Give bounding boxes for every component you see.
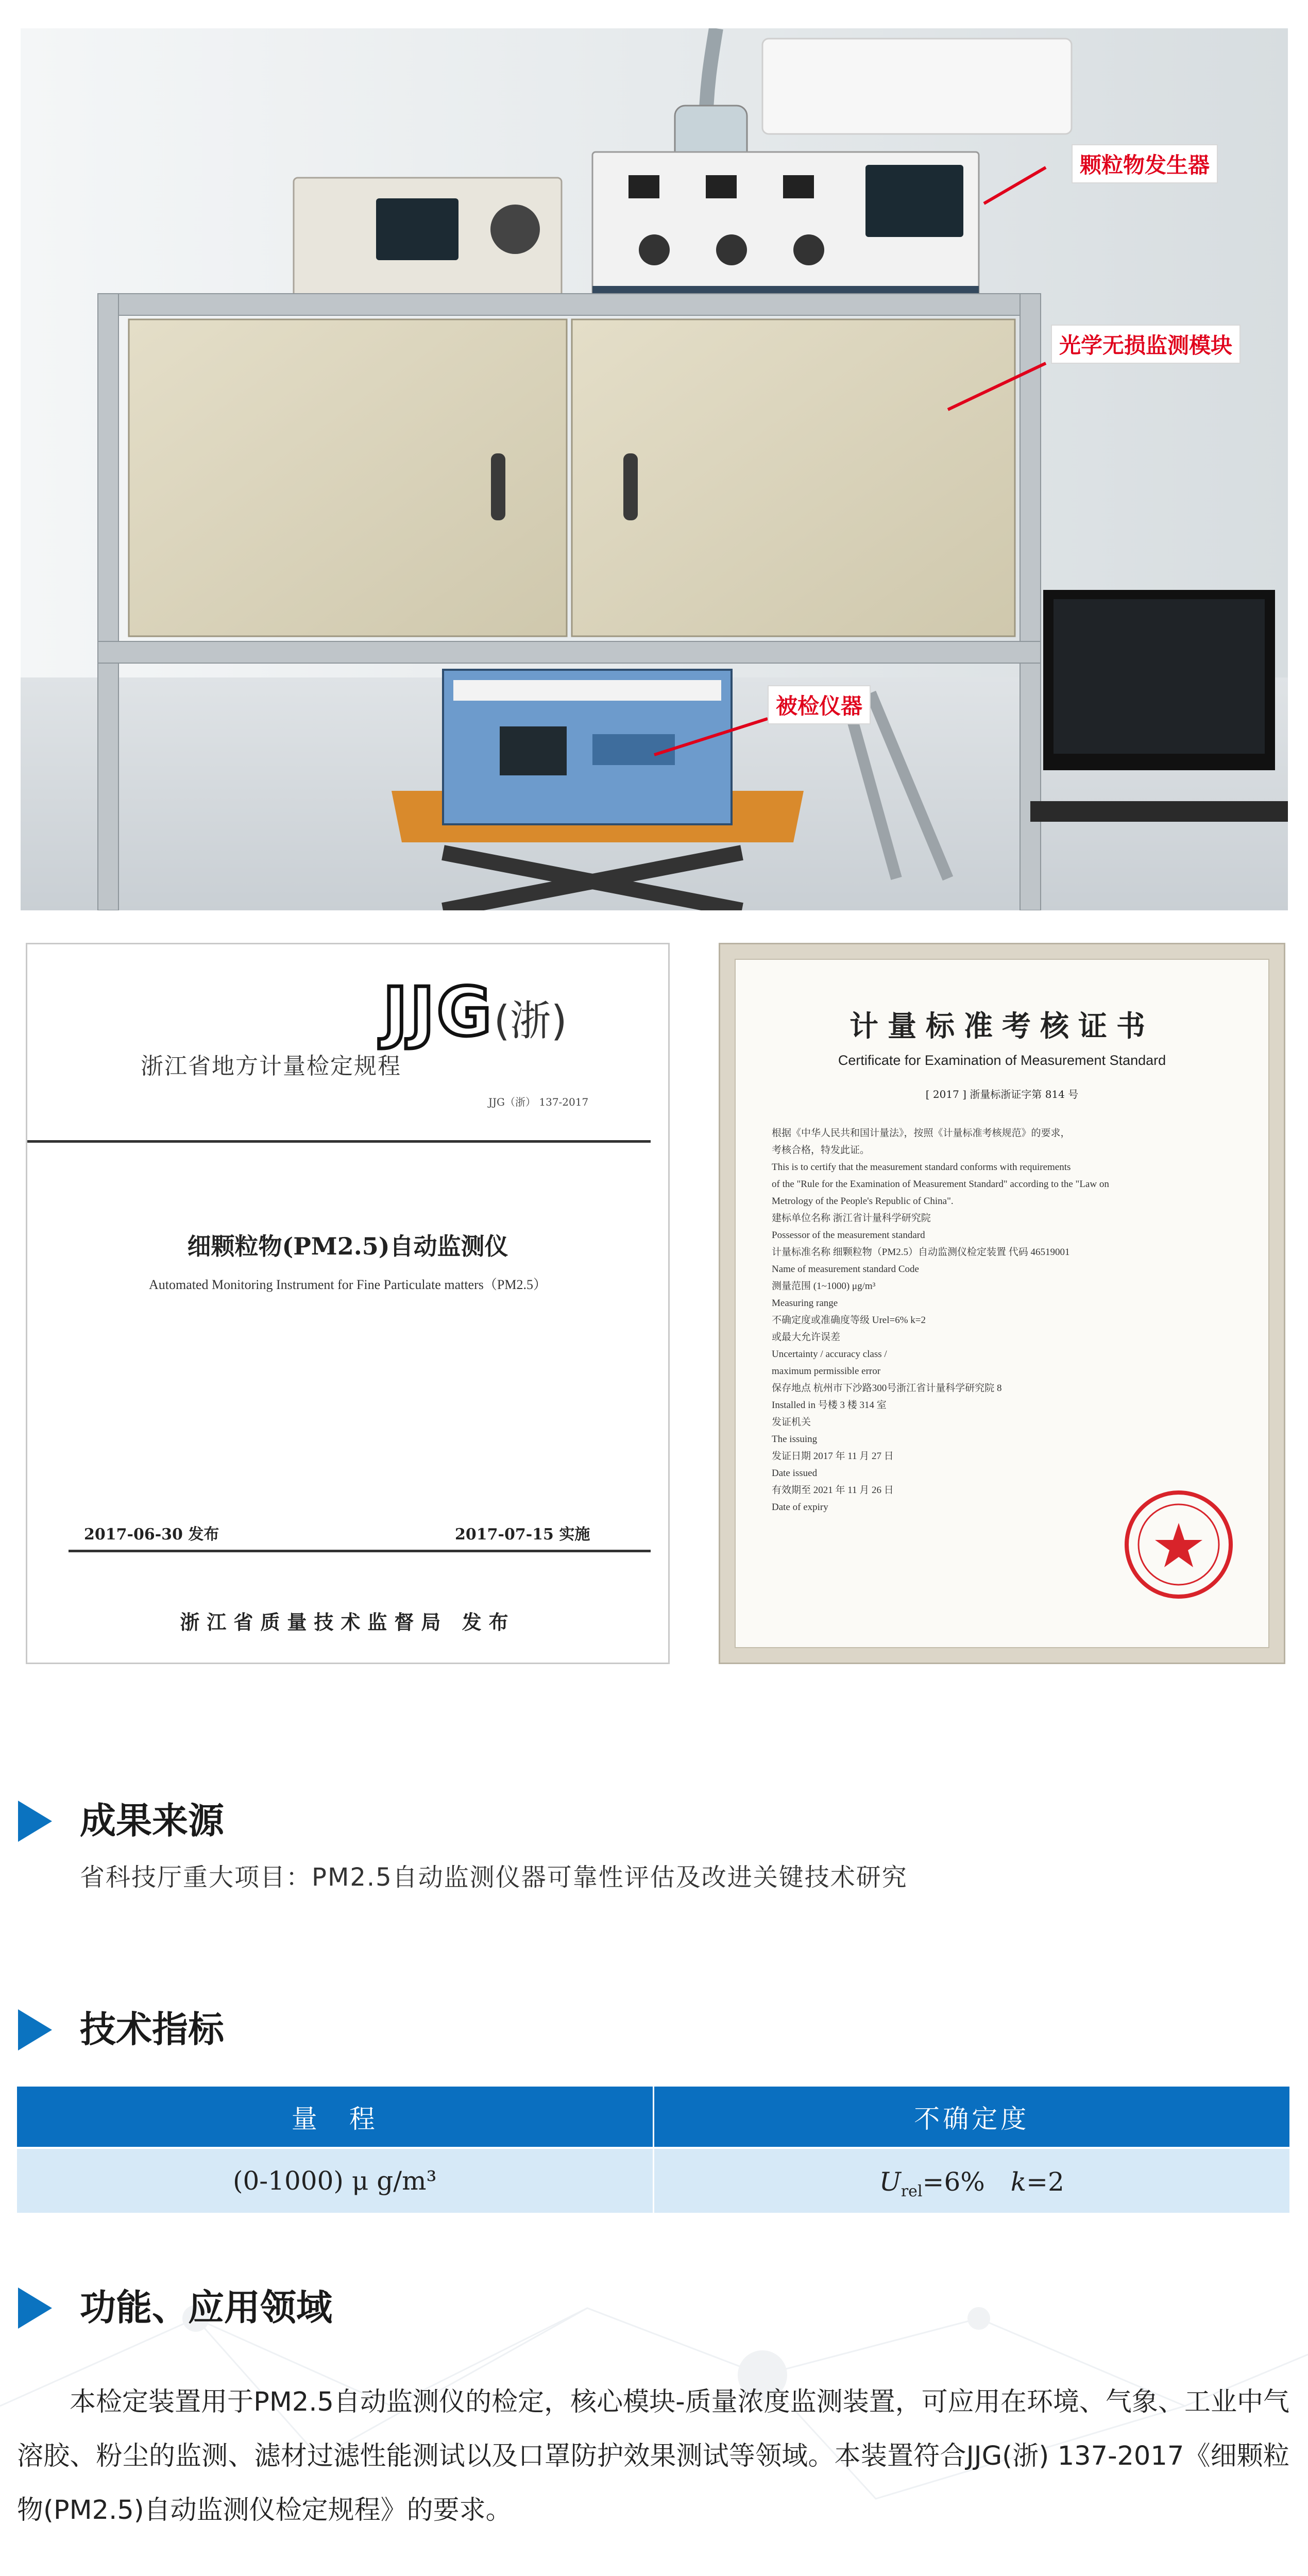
source-text: 省科技厅重大项目：PM2.5自动监测仪器可靠性评估及改进关键技术研究: [80, 1863, 908, 1892]
divider: [69, 1550, 651, 1552]
section-title-source: 成果来源: [80, 1799, 224, 1842]
certificate-line: Measuring range: [772, 1298, 838, 1309]
certificate-line: 建标单位名称 浙江省计量科学研究院: [772, 1213, 931, 1224]
certificate-body: [772, 1125, 1109, 1516]
certificate-paper: [735, 959, 1269, 1648]
certificate-title-en: Certificate for Examination of Measurement Standard: [838, 1053, 1166, 1068]
certificate-line: 有效期至 2021 年 11 月 26 日: [772, 1485, 894, 1496]
divider: [27, 1140, 651, 1143]
certificate-line: maximum permissible error: [772, 1366, 881, 1377]
certificate-line: Possessor of the measurement standard: [772, 1230, 925, 1241]
table-row: [17, 2148, 1289, 2213]
certificate-line: Date issued: [772, 1468, 818, 1479]
jjg-logo: JJG(浙): [383, 973, 567, 1051]
section-title-function: 功能、应用领域: [80, 2286, 332, 2329]
certificate-number: [ 2017 ] 浙量标浙证字第 814 号: [925, 1088, 1079, 1100]
table-header-range: 量 程: [17, 2087, 653, 2148]
range-cell: (0-1000) μ g/m³: [17, 2148, 653, 2213]
certificate-line: Name of measurement standard Code: [772, 1264, 919, 1275]
certificate-line: Uncertainty / accuracy class /: [772, 1349, 887, 1360]
standard-subtitle: 浙江省地方计量检定规程: [141, 1053, 401, 1079]
certificate-line: Metrology of the People's Republic of China".: [772, 1196, 954, 1207]
effective-date: 2017-07-15 实施: [455, 1526, 590, 1544]
certificate-line: Installed in 号楼 3 楼 314 室: [772, 1400, 887, 1411]
label-instrument-under-test: 被检仪器: [768, 685, 871, 724]
certificate-line: 计量标准名称 细颗粒物（PM2.5）自动监测仪检定装置 代码 46519001: [772, 1247, 1070, 1258]
certificate-line: 保存地点 杭州市下沙路300号浙江省计量科学研究院 8: [772, 1383, 1002, 1394]
equipment-photo: [21, 28, 1288, 910]
certificate-line: 或最大允许误差: [772, 1332, 841, 1343]
standard-code: JJG（浙） 137-2017: [488, 1096, 589, 1108]
standard-title: 细颗粒物(PM2.5)自动监测仪: [187, 1232, 508, 1260]
certificate-line: 不确定度或准确度等级 Urel=6% k=2: [772, 1315, 926, 1326]
certificate-line: Date of expiry: [772, 1502, 828, 1513]
red-seal-stamp: [1125, 1490, 1233, 1599]
standard-document: [26, 943, 670, 1664]
certificate-line: This is to certify that the measurement standard conforms with requirements: [772, 1162, 1071, 1173]
certificate-line: 发证机关: [772, 1417, 811, 1428]
label-optical-module: 光学无损监测模块: [1051, 325, 1241, 364]
certificate-line: 根据《中华人民共和国计量法》，按照《计量标准考核规范》的要求，: [772, 1128, 1071, 1139]
section-marker-icon: [18, 1801, 52, 1842]
issue-date: 2017-06-30 发布: [84, 1526, 219, 1544]
standard-title-en: Automated Monitoring Instrument for Fine Particulate matters（PM2.5）: [149, 1277, 547, 1292]
certificate-line: of the "Rule for the Examination of Measurement Standard" according to the "Law on: [772, 1179, 1109, 1190]
certificate-document: [719, 943, 1285, 1664]
certificate-line: The issuing: [772, 1434, 818, 1445]
star-icon: [1129, 1495, 1229, 1595]
function-body: [17, 2375, 1289, 2537]
uncertainty-cell: $U_{rel}=6\%$ k=2: [653, 2148, 1289, 2213]
function-paragraph: 本检定装置用于PM2.5自动监测仪的检定，核心模块-质量浓度监测装置，可应用在环境、气象、工业中气溶胶、粉尘的监测、滤材过滤性能测试以及口罩防护效果测试等领域。本装置符合JJG(浙) 137-2017《细颗粒物(PM2.5)自动监测仪检定规程》的要求。: [17, 2387, 1289, 2526]
spec-table: [17, 2087, 1289, 2213]
certificate-line: 考核合格，特发此证。: [772, 1145, 870, 1156]
section-marker-icon: [18, 2009, 52, 2050]
certificate-line: 发证日期 2017 年 11 月 27 日: [772, 1451, 894, 1462]
section-title-specs: 技术指标: [80, 2008, 224, 2050]
certificate-line: 测量范围 (1~1000) μg/m³: [772, 1281, 876, 1292]
certificate-title: 计量标准考核证书: [850, 1009, 1154, 1043]
label-particle-generator: 颗粒物发生器: [1072, 144, 1218, 183]
section-marker-icon: [18, 2287, 52, 2329]
table-header-uncertainty: 不确定度: [653, 2087, 1289, 2148]
publisher: 浙江省质量技术监督局 发布: [180, 1611, 516, 1634]
